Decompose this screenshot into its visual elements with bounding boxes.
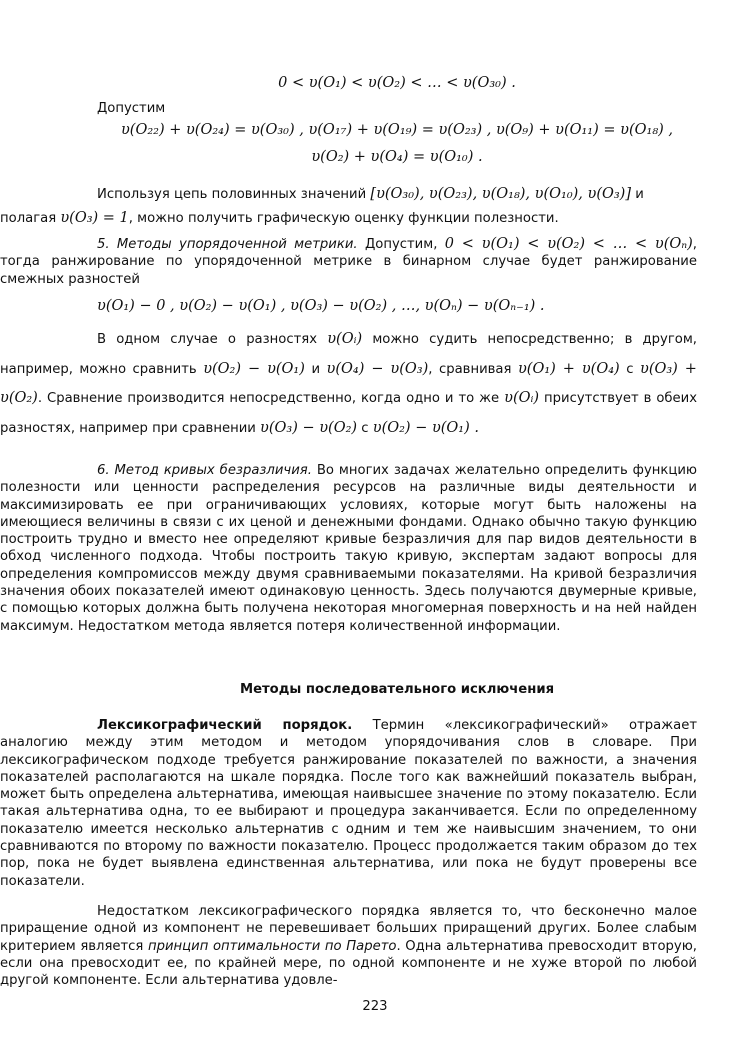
cases-text-6: . Сравнение производится непосредственно, когда одно и то же [37, 391, 500, 406]
cases-text-8: с [361, 420, 369, 436]
section-heading: Методы последовательного исключения [239, 682, 555, 697]
text-dopustim: Допустим [97, 101, 166, 116]
formula-half-chain: [υ(O₃₀), υ(O₂₃), υ(O₁₈), υ(O₁₀), υ(O₃)] [370, 186, 631, 202]
formula-cases-1: υ(Oᵢ) [327, 331, 363, 347]
paragraph-half-chain [97, 180, 697, 209]
paragraph-method-5 [0, 236, 697, 288]
lexicographic-title: Лексикографический порядок. [97, 718, 353, 733]
half-chain-and: и [635, 187, 644, 202]
method-5-text-2: , тогда ранжирование по упорядоченной метрике в бинарном случае будет ранжирование смежных разностей [0, 237, 697, 287]
formula-cases-4: υ(O₁) + υ(O₄) [517, 360, 620, 377]
method-6-text: Во многих задачах желательно определить функцию полезности или ценности распределения ресурсов на различные виды деятельности и максимизировать ее при ограничивающих условиях, которые могут быть наложены на имеющиеся величины в связи с их ценой и денежными фондами. Однако обычно такую функцию построить трудно и вместо нее определяют кривые безразличия для пар видов деятельности в обход численного подхода. Чтобы построить такую кривую, экспертам задают вопросы для определения компромиссов между двумя сравниваемыми показателями. На кривой безразличия значения обоих показателей имеют одинаковую ценность. Здесь получаются двумерные кривые, с помощью которых должна быть получена некоторая многомерная поверхность и на ней найден максимум. Недостатком метода является потеря количественной информации. [0, 463, 697, 634]
formula-cases-5: υ(O₃) + υ(O₂) [0, 360, 697, 406]
page-number: 223 [362, 999, 388, 1014]
paragraph-lexicographic [0, 717, 697, 890]
formula-ordering-chain: 0 < υ(O₁) < υ(O₂) < … < υ(O₃₀) . [278, 75, 516, 91]
cases-text-3: и [311, 361, 321, 377]
drawback-text-1: Недостатком лексикографического порядка является то, что бесконечно малое приращение одной из компонент не перевешивает больших приращений других. Более слабым критерием является [0, 904, 697, 954]
method-5-title: 5. Методы упорядоченной метрики. [97, 237, 358, 252]
formula-cases-6: υ(Oᵢ) [504, 390, 540, 406]
cases-text-2: можно судить непосредственно; в другом, например, можно сравнить [0, 332, 697, 377]
drawback-text-2: . Одна альтернатива превосходит вторую, если она превосходит ее, по крайней мере, по одной компоненте и не хуже второй по любой другой компоненте. Если альтернатива удовле- [0, 938, 697, 989]
formula-cases-8: υ(O₂) − υ(O₁) . [372, 419, 479, 436]
paragraph-method-6 [0, 462, 697, 635]
paragraph-setting [0, 210, 697, 227]
setting-text: полагая [0, 211, 57, 226]
cases-text-4: , сравнивая [428, 361, 512, 377]
paragraph-cases [0, 325, 697, 443]
formula-sums-line-1: υ(O₂₂) + υ(O₂₄) = υ(O₃₀) , υ(O₁₇) + υ(O₁₉) = υ(O₂₃) , υ(O₉) + υ(O₁₁) = υ(O₁₈) , [120, 122, 674, 138]
formula-setting: υ(O₃) = 1 [60, 210, 129, 226]
formula-cases-3: υ(O₄) − υ(O₃) [326, 360, 429, 377]
formula-cases-2: υ(O₂) − υ(O₁) [203, 360, 305, 377]
formula-sums-line-2: υ(O₂) + υ(O₄) = υ(O₁₀) . [311, 149, 483, 165]
method-6-title: 6. Метод кривых безразличия. [97, 463, 312, 478]
formula-differences: υ(O₁) − 0 , υ(O₂) − υ(O₁) , υ(O₃) − υ(O₂) , …, υ(Oₙ) − υ(Oₙ₋₁) . [97, 298, 545, 314]
formula-method-5: 0 < υ(O₁) < υ(O₂) < … < υ(Oₙ) [444, 236, 693, 252]
setting-rest: , можно получить графическую оценку функции полезности. [128, 211, 559, 226]
formula-cases-7: υ(O₃) − υ(O₂) [260, 419, 358, 436]
cases-text-1: В одном случае о разностях [97, 332, 318, 347]
paragraph-drawback [0, 903, 697, 989]
lexicographic-text: Термин «лексикографический» отражает аналогию между этим методом и методом упорядочивания слов в словаре. При лексикографическом подходе требуется ранжирование показателей по важности, а значения показателей располагаются на шкале порядка. После того как важнейший показатель выбран, может быть определена альтернатива, имеющая наивысшее значение по этому показателю. Если такая альтернатива одна, то ее выбирают и процедура заканчивается. Если по определенному показателю имеется несколько альтернатив с одним и тем же наивысшим значением, то они сравниваются по второму по важности показателю. Процесс продолжается таким образом до тех пор, пока не будет выявлена единственная альтернатива, или пока не будут проверены все показатели. [0, 718, 697, 889]
cases-text-5: с [626, 361, 634, 377]
half-chain-text: Используя цепь половинных значений [97, 187, 367, 202]
pareto-principle: принцип оптимальности по Парето [147, 938, 397, 954]
method-5-text-1: Допустим, [364, 237, 438, 252]
cases-text-7: присутствует в обеих разностях, например при сравнении [0, 391, 698, 436]
